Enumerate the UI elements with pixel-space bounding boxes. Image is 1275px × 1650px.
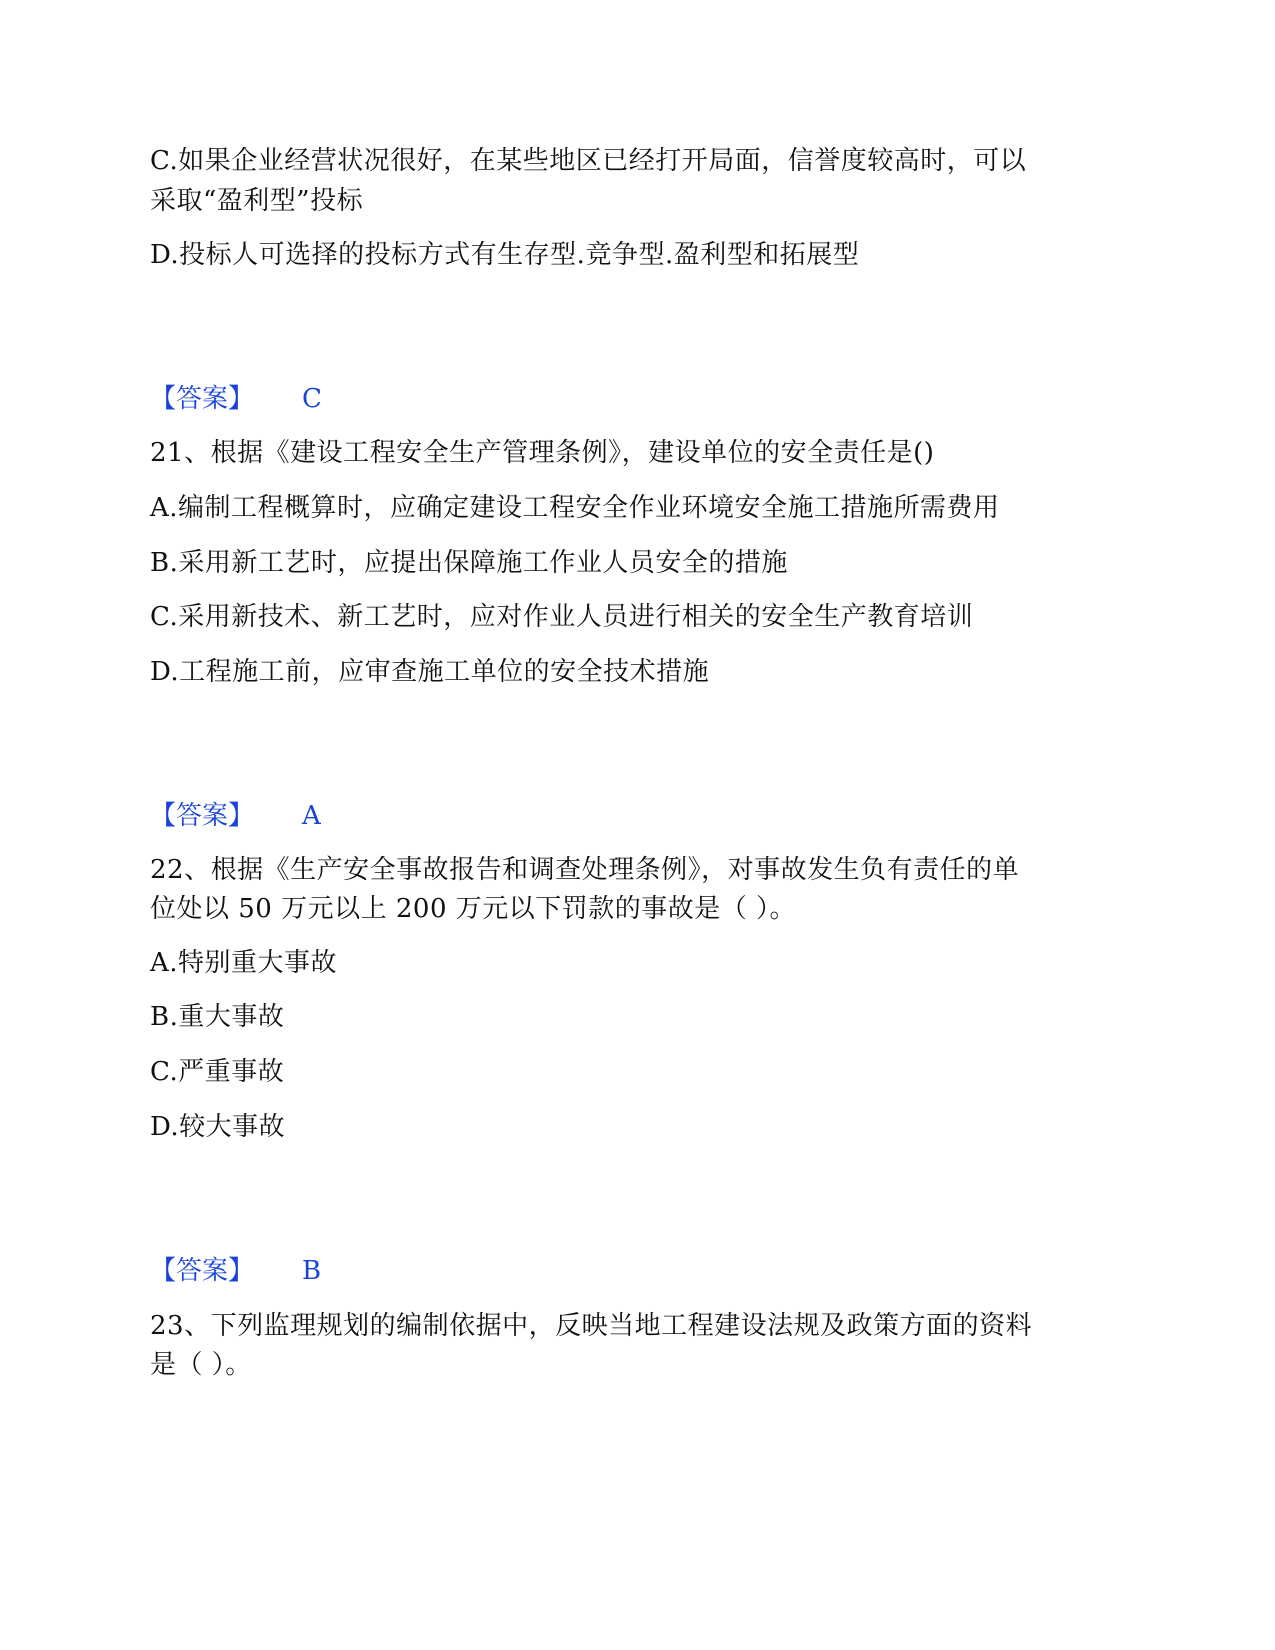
- q20-option-c-line1: C.如果企业经营状况很好，在某些地区已经打开局面，信誉度较高时，可以: [150, 146, 1027, 176]
- q21-option-d: D.工程施工前，应审查施工单位的安全技术措施: [150, 657, 710, 687]
- q20-option-c-line2: 采取“盈利型”投标: [150, 186, 364, 216]
- answer-label: 【答案】: [150, 1256, 255, 1286]
- q22-option-d: D.较大事故: [150, 1112, 286, 1142]
- q20-option-d: D.投标人可选择的投标方式有生存型.竞争型.盈利型和拓展型: [150, 240, 860, 270]
- answer-value: A: [302, 801, 321, 831]
- answer-22: [150, 1256, 321, 1286]
- q23-stem-line2: 是（ ）。: [150, 1350, 252, 1380]
- q22-option-c: C.严重事故: [150, 1057, 285, 1087]
- q21-stem: 21、根据《建设工程安全生产管理条例》，建设单位的安全责任是(): [150, 438, 935, 468]
- answer-20: [150, 384, 322, 414]
- q21-option-a: A.编制工程概算时，应确定建设工程安全作业环境安全施工措施所需费用: [150, 493, 1000, 523]
- document-page: [150, 0, 1130, 1650]
- answer-label: 【答案】: [150, 384, 255, 414]
- q22-stem-line1: 22、根据《生产安全事故报告和调查处理条例》，对事故发生负有责任的单: [150, 855, 1020, 885]
- q23-stem-line1: 23、下列监理规划的编制依据中，反映当地工程建设法规及政策方面的资料: [150, 1311, 1033, 1341]
- q21-option-c: C.采用新技术、新工艺时，应对作业人员进行相关的安全生产教育培训: [150, 602, 974, 632]
- q22-option-b: B.重大事故: [150, 1002, 285, 1032]
- answer-value: B: [302, 1256, 322, 1286]
- q21-option-b: B.采用新工艺时，应提出保障施工作业人员安全的措施: [150, 548, 788, 578]
- q22-stem-line2: 位处以 50 万元以上 200 万元以下罚款的事故是（ ）。: [150, 894, 797, 924]
- answer-21: [150, 801, 321, 831]
- q22-option-a: A.特别重大事故: [150, 948, 338, 978]
- answer-value: C: [302, 384, 322, 414]
- answer-label: 【答案】: [150, 801, 255, 831]
